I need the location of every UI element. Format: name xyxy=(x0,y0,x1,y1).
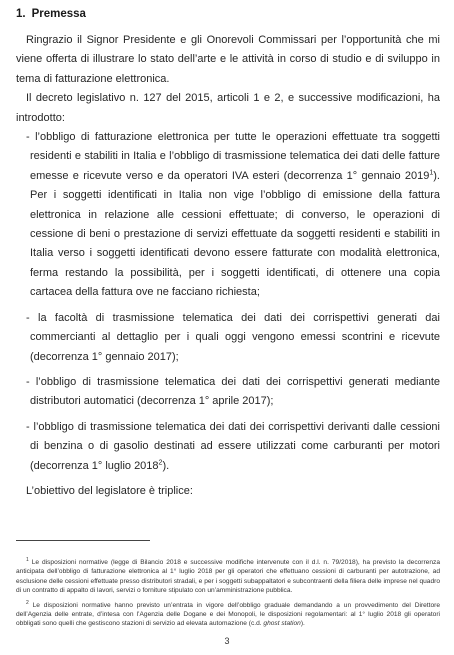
footnote-separator xyxy=(16,540,150,541)
paragraph-intro: Ringrazio il Signor Presidente e gli Onorevoli Commissari per l’opportunità che mi viene offerta di illustrare lo stato dell’arte e le attività in corso di studio e di sviluppo in tema di fatturazione elettronica. xyxy=(16,34,440,85)
footnotes xyxy=(16,558,440,634)
section-title: Premessa xyxy=(31,8,86,20)
list-item-text: - l’obbligo di fatturazione elettronica per tutte le operazioni effettuate tra soggetti residenti e stabiliti in Italia e l’obbligo di trasmissione telematica dei dati delle fatture emesse e ricevute verso e da operatori IVA esteri (decorrenza 1° gennaio 2019 xyxy=(26,131,440,182)
footnote-text: Le disposizioni normative hanno previsto un’entrata in vigore dell’obbligo graduale demandando a un provvedimento del Direttore dell’Agenzia delle entrate, d’intesa con l’Agenzia delle Dogane e dei Monopoli, le disposizioni regolamentari: al 1° luglio 2018 gli operatori obbligati sono quelli che gestiscono stazioni di servizio ad elevata automazione (c.d. xyxy=(16,601,440,628)
list-item-invoicing xyxy=(16,128,440,303)
footnote-text: Le disposizioni normative (legge di Bilancio 2018 e successive modifiche intervenute con il d.l. n. 79/2018), ha previsto la decorrenza anticipata dell’obbligo di fatturazione elettronica al 1° luglio 2018 per gli operatori che effettuano cessioni di carburanti per autotrazione, ad esclusione delle cessioni effettuate presso distributori stradali, e per i soggetti subappaltatori e subcontraenti della filiera delle imprese nel quadro di un contratto di appalto di lavori, servizi o forniture stipulato con un’amministrazione pubblica. xyxy=(16,559,440,595)
footnote-mark-2: 2 xyxy=(26,599,29,606)
list-item-text: - l’obbligo di trasmissione telematica dei dati dei corrispettivi derivanti dalle cessioni di benzina o di gasolio destinati ad essere utilizzati come carburanti per motori (decorrenza 1° luglio 2018 xyxy=(26,420,440,472)
footnote-ref-1[interactable]: 1 xyxy=(429,169,434,177)
list-item-vending: - l’obbligo di trasmissione telematica dei dati dei corrispettivi generati mediante distributori automatici (decorrenza 1° aprile 2017); xyxy=(26,375,440,408)
footnote-2 xyxy=(16,601,440,629)
footnote-text: ). xyxy=(300,620,305,628)
body-text xyxy=(16,31,440,501)
list-item-text: ). Per i soggetti identificati in Italia non vige l’obbligo di emissione della fattura elettronica in relazione alle cessioni effettuate; di converso, le operazioni di cessione di beni o prestazione di servizi effettuate da soggetti residenti e stabiliti in Italia verso i soggetti identificati devono essere fatturate con modalità elettronica, ferma restando la possibilità, per i soggetti identificati, di ottenere una copia cartacea della fattura ove ne facciano richiesta; xyxy=(30,169,440,299)
section-number: 1. xyxy=(16,8,26,20)
list-item-fuel xyxy=(16,418,440,476)
list-item-text: ). xyxy=(162,459,170,472)
list-item-retail: - la facoltà di trasmissione telematica dei dati dei corrispettivi generati dai commercianti al dettaglio per i quali oggi vengono emessi scontrini e ricevute (decorrenza 1° gennaio 2017); xyxy=(26,311,440,363)
footnote-emphasis: ghost station xyxy=(263,620,301,628)
paragraph-decree: Il decreto legislativo n. 127 del 2015, articoli 1 e 2, e successive modificazioni, ha introdotto: xyxy=(16,92,440,124)
paragraph-objective: L’obiettivo del legislatore è triplice: xyxy=(26,484,193,497)
page-number: 3 xyxy=(224,636,230,646)
footnote-ref-2[interactable]: 2 xyxy=(158,458,163,466)
footnote-1 xyxy=(16,558,440,596)
footnote-mark-1: 1 xyxy=(26,556,29,563)
section-heading xyxy=(16,8,86,20)
